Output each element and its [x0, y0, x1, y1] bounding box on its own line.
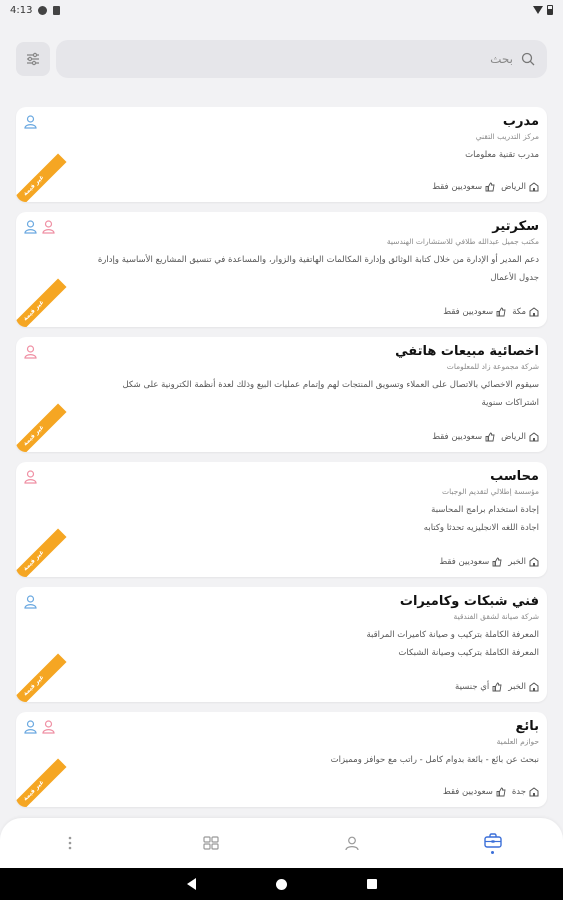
job-eligibility	[432, 432, 495, 442]
more-vertical-icon	[68, 836, 72, 850]
thumbs-up-icon	[492, 682, 502, 692]
job-description-line: جدول الأعمال	[490, 273, 539, 283]
dashboard-icon	[203, 836, 219, 850]
back-icon[interactable]	[187, 878, 196, 890]
job-ribbon: غير قيمة	[16, 278, 67, 327]
nav-more[interactable]	[40, 823, 100, 863]
city-label: جدة	[511, 787, 526, 797]
job-card-body	[30, 718, 539, 769]
building-icon	[529, 787, 539, 797]
job-description-line: دعم المدير أو الإدارة من خلال كتابة الوثائق وإدارة المكالمات الهاتفية والزوار، والمساعدة في تنسيق المشاريع الأساسية وإدارة	[97, 255, 539, 265]
job-card-body	[30, 218, 539, 287]
city-label: الرياض	[501, 182, 526, 192]
thumbs-up-icon	[496, 787, 506, 797]
job-description	[30, 376, 539, 412]
job-ribbon: غير قيمة	[16, 153, 67, 202]
job-description	[30, 501, 539, 537]
company-name: شركة مجموعة زاد للمعلومات	[446, 362, 539, 371]
job-description-line: سيقوم الاخصائي بالاتصال على العملاء وتسويق المنتجات لهم وإتمام عمليات البيع وذلك لعدة أنظمة الكترونية على شكل	[122, 380, 539, 390]
search-row	[16, 40, 547, 78]
job-description-line: إجادة استخدام برامج المحاسبة	[431, 505, 539, 515]
job-eligibility	[443, 307, 506, 317]
job-city	[508, 682, 539, 692]
company-name: مؤسسة إطلالي لتقديم الوجبات	[442, 487, 539, 496]
building-icon	[529, 557, 539, 567]
job-meta	[439, 557, 539, 567]
job-ribbon: غير قيمة	[16, 758, 67, 807]
job-city	[512, 787, 539, 797]
job-description-line: المعرفة الكاملة بتركيب وصيانة الشبكات	[398, 648, 539, 658]
job-meta	[432, 182, 539, 192]
job-card-body	[30, 113, 539, 164]
building-icon	[529, 182, 539, 192]
wifi-icon	[533, 6, 543, 14]
search-box[interactable]	[56, 40, 547, 78]
job-city	[508, 557, 539, 567]
job-ribbon: غير قيمة	[16, 653, 67, 702]
job-meta	[455, 682, 539, 692]
building-icon	[529, 432, 539, 442]
job-card-body	[30, 468, 539, 537]
job-city	[501, 182, 539, 192]
nav-active-indicator	[491, 851, 494, 854]
user-icon	[345, 836, 359, 851]
nav-jobs[interactable]	[463, 823, 523, 863]
job-description-line: مدرب تقنية معلومات	[465, 150, 539, 160]
search-icon	[521, 52, 535, 66]
job-title: سكرتير	[492, 219, 539, 234]
job-description-line: اجادة اللغه الانجليزيه تحدثا وكتابه	[423, 523, 539, 533]
eligibility-label: سعوديين فقط	[439, 557, 490, 567]
job-city	[512, 307, 539, 317]
thumbs-up-icon	[485, 182, 495, 192]
job-description	[30, 146, 539, 164]
company-name: مركز التدريب التقني	[475, 132, 539, 141]
job-eligibility	[439, 557, 502, 567]
nav-dashboard[interactable]	[181, 823, 241, 863]
job-card-body	[30, 593, 539, 662]
thumbs-up-icon	[485, 432, 495, 442]
eligibility-label: سعوديين فقط	[442, 787, 493, 797]
company-name: حوازم العلمية	[496, 737, 539, 746]
filter-button[interactable]	[16, 42, 50, 76]
job-description	[30, 626, 539, 662]
search-input[interactable]	[68, 52, 513, 66]
job-card[interactable]	[16, 587, 547, 702]
city-label: الخبر	[508, 682, 526, 692]
job-ribbon: غير قيمة	[16, 403, 67, 452]
job-title: اخصائية مبيعات هاتفي	[395, 344, 539, 359]
job-meta	[432, 432, 539, 442]
job-card[interactable]	[16, 712, 547, 807]
bottom-nav	[0, 818, 563, 868]
job-eligibility	[455, 682, 502, 692]
job-meta	[443, 787, 539, 797]
job-meta	[443, 307, 539, 317]
eligibility-label: أي جنسية	[455, 682, 490, 692]
recents-icon[interactable]	[367, 879, 377, 889]
status-time: 4:13	[10, 4, 33, 16]
job-eligibility	[432, 182, 495, 192]
sliders-icon	[25, 51, 41, 67]
sim-icon	[53, 6, 60, 15]
job-ribbon: غير قيمة	[16, 528, 67, 577]
status-bar	[0, 0, 563, 20]
building-icon	[529, 307, 539, 317]
thumbs-up-icon	[496, 307, 506, 317]
company-name: مكتب جميل عبدالله طلافي للاستشارات الهندسية	[386, 237, 539, 246]
eligibility-label: سعوديين فقط	[432, 182, 483, 192]
job-description	[30, 251, 539, 287]
job-title: مدرب	[502, 114, 539, 129]
job-card[interactable]	[16, 212, 547, 327]
job-description-line: اشتراكات سنوية	[481, 398, 539, 408]
job-card[interactable]	[16, 337, 547, 452]
building-icon	[529, 682, 539, 692]
city-label: الخبر	[508, 557, 526, 567]
thumbs-up-icon	[492, 557, 502, 567]
eligibility-label: سعوديين فقط	[443, 307, 494, 317]
system-nav-bar	[0, 868, 563, 900]
job-title: محاسب	[490, 469, 539, 484]
job-card[interactable]	[16, 107, 547, 202]
eligibility-label: سعوديين فقط	[432, 432, 483, 442]
city-label: مكة	[512, 307, 526, 317]
job-description-line: المعرفة الكاملة بتركيب و صيانة كاميرات المراقبة	[366, 630, 539, 640]
job-eligibility	[443, 787, 506, 797]
briefcase-icon	[484, 833, 502, 848]
job-description-line: نبحث عن بائع - بائعة بدوام كامل - راتب مع حوافز ومميزات	[330, 755, 539, 765]
job-card-body	[30, 343, 539, 412]
battery-icon	[547, 5, 553, 15]
notification-icon	[38, 6, 47, 15]
nav-profile[interactable]	[322, 823, 382, 863]
job-card[interactable]	[16, 462, 547, 577]
job-title: فني شبكات وكاميرات	[399, 594, 539, 609]
job-description	[30, 751, 539, 769]
job-city	[501, 432, 539, 442]
job-title: بائع	[515, 719, 539, 734]
home-icon[interactable]	[276, 879, 287, 890]
city-label: الرياض	[501, 432, 526, 442]
company-name: شركة صيانة لشقق الفندقية	[453, 612, 539, 621]
